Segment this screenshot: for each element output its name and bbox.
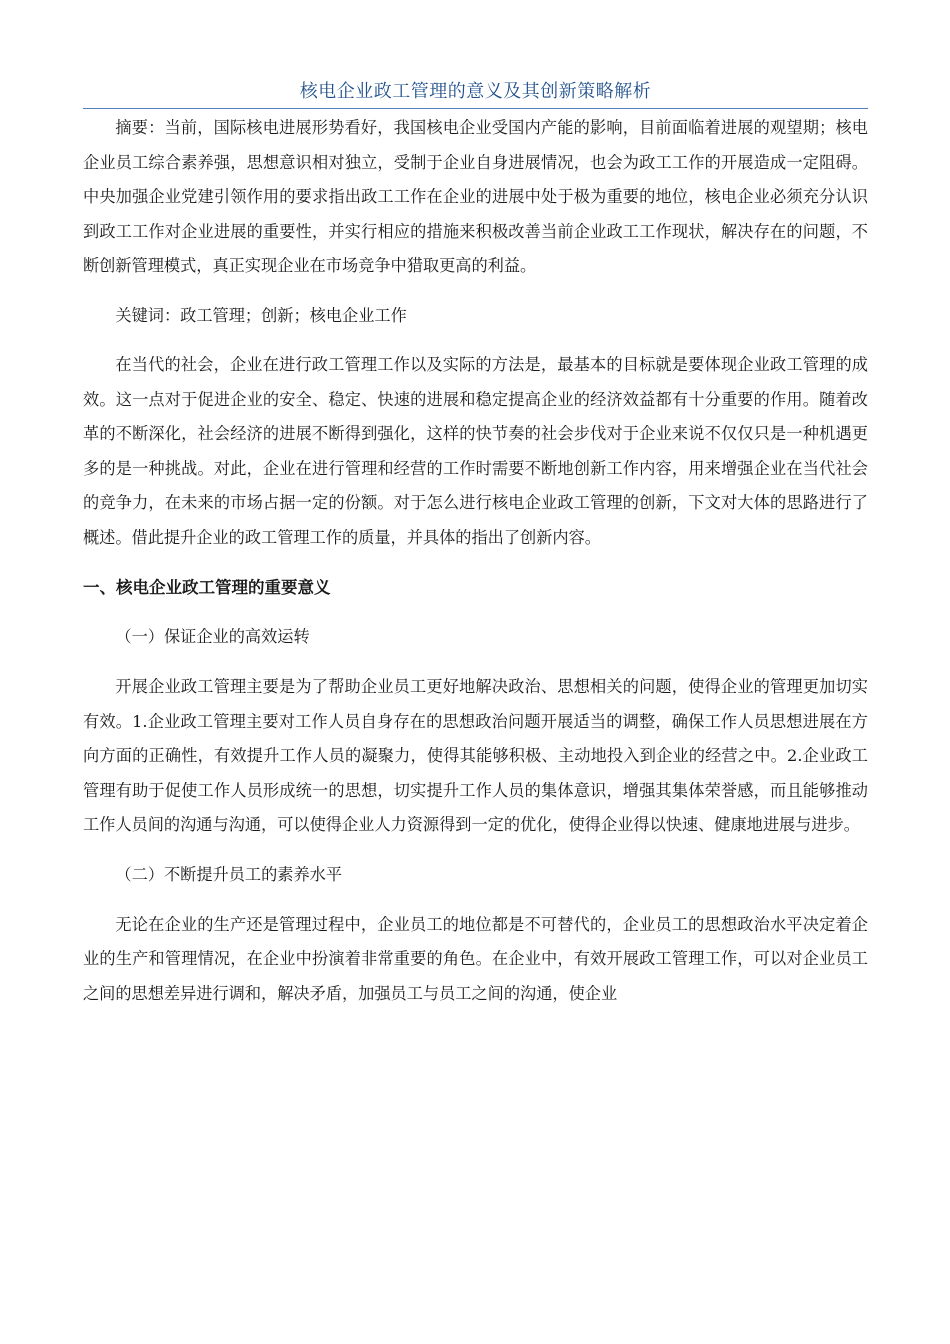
subsection-heading-1: （一）保证企业的高效运转 xyxy=(115,627,310,646)
subsection-1-paragraph: 开展企业政工管理主要是为了帮助企业员工更好地解决政治、思想相关的问题，使得企业的管理更加切实有效。1.企业政工管理主要对工作人员自身存在的思想政治问题开展适当的调整，确保工作人员思想进展在方向方面的正确性，有效提升工作人员的凝聚力，使得其能够积极、主动地投入到企业的经营之中。2.企业政工管理有助于促使工作人员形成统一的思想，切实提升工作人员的集体意识，增强其集体荣誉感，而且能够推动工作人员间的沟通与沟通，可以使得企业人力资源得到一定的优化，使得企业得以快速、健康地进展与进步。 xyxy=(83,677,868,834)
section-heading-1: 一、核电企业政工管理的重要意义 xyxy=(83,578,331,597)
keywords-paragraph: 关键词：政工管理；创新；核电企业工作 xyxy=(115,305,407,325)
document-page xyxy=(83,78,868,1011)
subsection-heading-2: （二）不断提升员工的素养水平 xyxy=(115,864,343,884)
subsection-2-paragraph: 无论在企业的生产还是管理过程中，企业员工的地位都是不可替代的，企业员工的思想政治水平决定着企业的生产和管理情况，在企业中扮演着非常重要的角色。在企业中，有效开展政工管理工作，可以对企业员工之间的思想差异进行调和，解决矛盾，加强员工与员工之间的沟通，使企业 xyxy=(83,914,868,1003)
intro-paragraph: 在当代的社会，企业在进行政工管理工作以及实际的方法是，最基本的目标就是要体现企业政工管理的成效。这一点对于促进企业的安全、稳定、快速的进展和稳定提高企业的经济效益都有十分重要的作用。随着改革的不断深化，社会经济的进展不断得到强化，这样的快节奏的社会步伐对于企业来说不仅仅只是一种机遇更多的是一种挑战。对此，企业在进行管理和经营的工作时需要不断地创新工作内容，用来增强企业在当代社会的竞争力，在未来的市场占据一定的份额。对于怎么进行核电企业政工管理的创新，下文对大体的思路进行了概述。借此提升企业的政工管理工作的质量，并具体的指出了创新内容。 xyxy=(83,355,868,547)
abstract-paragraph: 摘要：当前，国际核电进展形势看好，我国核电企业受国内产能的影响，目前面临着进展的观望期；核电企业员工综合素养强，思想意识相对独立，受制于企业自身进展情况，也会为政工工作的开展造成一定阻碍。中央加强企业党建引领作用的要求指出政工工作在企业的进展中处于极为重要的地位，核电企业必须充分认识到政工工作对企业进展的重要性，并实行相应的措施来积极改善当前企业政工工作现状，解决存在的问题，不断创新管理模式，真正实现企业在市场竞争中猎取更高的利益。 xyxy=(83,118,868,275)
page-header-title: 核电企业政工管理的意义及其创新策略解析 xyxy=(83,78,868,109)
